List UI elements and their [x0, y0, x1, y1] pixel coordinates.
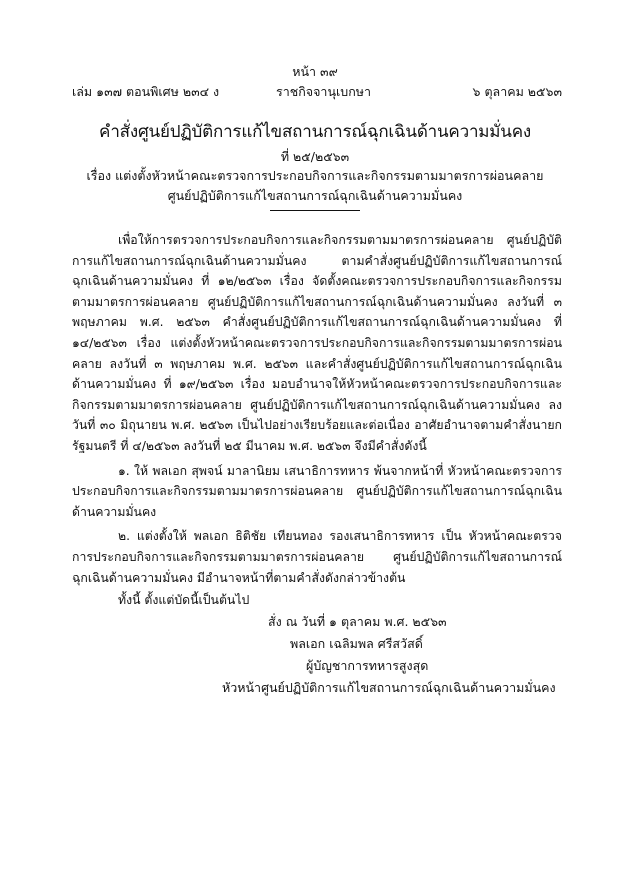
page-number: หน้า ๓๙ — [292, 64, 338, 79]
order-number: ที่ ๒๕/๒๕๖๓ — [280, 149, 350, 164]
order-subject-line2: ศูนย์ปฏิบัติการแก้ไขสถานการณ์ฉุกเฉินด้านความมั่นคง — [167, 188, 463, 203]
publication-date: ๖ ตุลาคม ๒๕๖๓ — [472, 84, 562, 99]
publication-name: ราชกิจจานุเบกษา — [276, 84, 372, 99]
volume-info: เล่ม ๑๓๗ ตอนพิเศษ ๒๓๔ ง — [72, 84, 220, 99]
signatory-position-2: หัวหน้าศูนย์ปฏิบัติการแก้ไขสถานการณ์ฉุกเฉินด้านความมั่นคง — [222, 680, 556, 695]
effective-clause: ทั้งนี้ ตั้งแต่บัดนี้เป็นต้นไป — [118, 593, 250, 608]
signatory-position-1: ผู้บัญชาการทหารสูงสุด — [306, 658, 429, 673]
item-1-paragraph: ๑. ให้ พลเอก สุพจน์ มาลานิยม เสนาธิการทหาร พ้นจากหน้าที่ หัวหน้าคณะตรวจการประกอบกิจการและกิจกรรมตามมาตรการผ่อนคลาย ศูนย์ปฏิบัติการแก้ไขสถานการณ์ฉุกเฉินด้านความมั่นคง — [72, 463, 562, 519]
item-2-paragraph: ๒. แต่งตั้งให้ พลเอก ธิติชัย เทียนทอง รองเสนาธิการทหาร เป็น หัวหน้าคณะตรวจการประกอบกิจการและกิจกรรมตามมาตรการผ่อนคลาย ศูนย์ปฏิบัติการแก้ไขสถานการณ์ฉุกเฉินด้านความมั่นคง มีอำนาจหน้าที่ตามคำสั่งดังกล่าวข้างต้น — [72, 529, 562, 585]
signature-date: สั่ง ณ วันที่ ๑ ตุลาคม พ.ศ. ๒๕๖๓ — [268, 614, 447, 629]
order-title: คำสั่งศูนย์ปฏิบัติการแก้ไขสถานการณ์ฉุกเฉินด้านความมั่นคง — [98, 122, 532, 142]
preamble-paragraph: เพื่อให้การตรวจการประกอบกิจการและกิจกรรมตามมาตรการผ่อนคลาย ศูนย์ปฏิบัติการแก้ไขสถานการณ์ฉุกเฉินด้านความมั่นคง ตามคำสั่งศูนย์ปฏิบัติการแก้ไขสถานการณ์ฉุกเฉินด้านความมั่นคง ที่ ๑๒/๒๕๖๓ เรื่อง จัดตั้งคณะตรวจการประกอบกิจการและกิจกรรมตามมาตรการผ่อนคลาย ศูนย์ปฏิบัติการแก้ไขสถานการณ์ฉุกเฉินด้านความมั่นคง ลงวันที่ ๓ พฤษภาคม พ.ศ. ๒๕๖๓ คำสั่งศูนย์ปฏิบัติการแก้ไขสถานการณ์ฉุกเฉินด้านความมั่นคง ที่ ๑๔/๒๕๖๓ เรื่อง แต่งตั้งหัวหน้าคณะตรวจการประกอบกิจการและกิจกรรมตามมาตรการผ่อนคลาย ลงวันที่ ๓ พฤษภาคม พ.ศ. ๒๕๖๓ และคำสั่งศูนย์ปฏิบัติการแก้ไขสถานการณ์ฉุกเฉินด้านความมั่นคง ที่ ๑๙/๒๕๖๓ เรื่อง มอบอำนาจให้หัวหน้าคณะตรวจการประกอบกิจการและกิจกรรมตามมาตรการผ่อนคลาย ศูนย์ปฏิบัติการแก้ไขสถานการณ์ฉุกเฉินด้านความมั่นคง ลงวันที่ ๓๐ มิถุนายน พ.ศ. ๒๕๖๓ เป็นไปอย่างเรียบร้อยและต่อเนื่อง อาศัยอำนาจตามคำสั่งนายกรัฐมนตรี ที่ ๔/๒๕๖๓ ลงวันที่ ๒๕ มีนาคม พ.ศ. ๒๕๖๓ จึงมีคำสั่งดังนี้ — [72, 233, 562, 453]
order-subject-line1: เรื่อง แต่งตั้งหัวหน้าคณะตรวจการประกอบกิจการและกิจกรรมตามมาตรการผ่อนคลาย — [86, 168, 544, 183]
signatory-name: พลเอก เฉลิมพล ศรีสวัสดิ์ — [290, 636, 423, 651]
title-divider — [270, 210, 360, 211]
order-body — [72, 230, 562, 615]
